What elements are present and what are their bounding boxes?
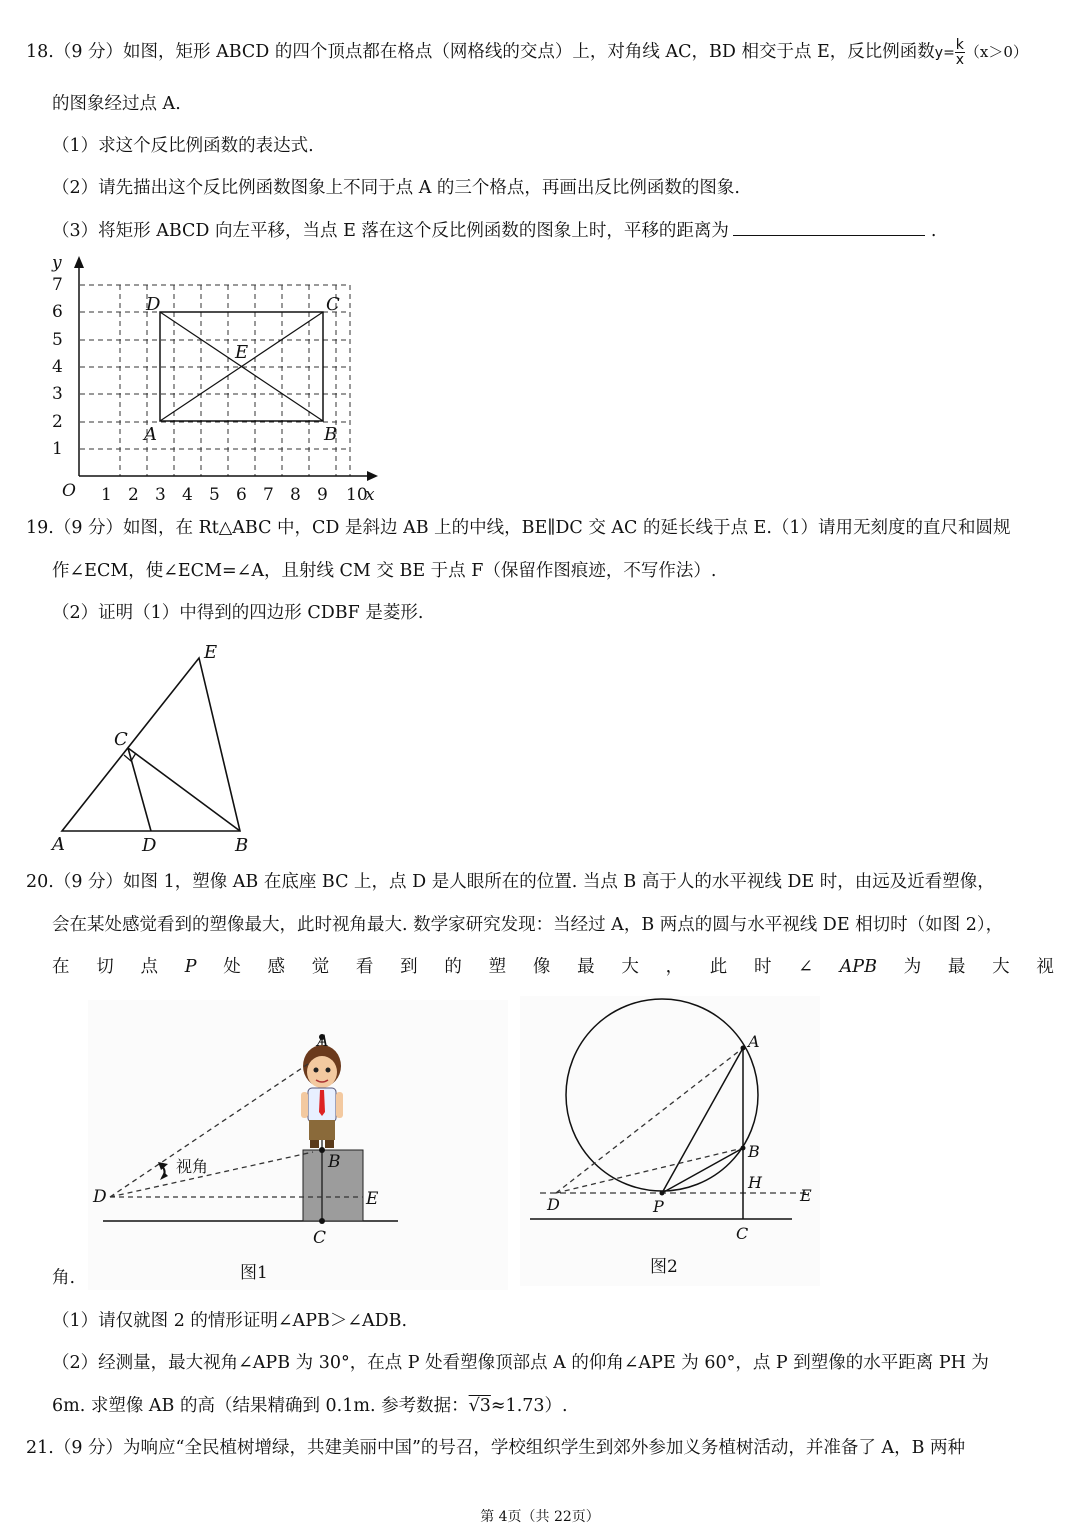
y-axis-arrow-icon xyxy=(74,256,84,268)
point-c-label: C xyxy=(313,1228,327,1248)
figure2-background xyxy=(520,996,820,1286)
x-tick: 4 xyxy=(182,485,193,505)
y-tick: 4 xyxy=(52,357,63,377)
point-b-dot xyxy=(319,1147,325,1153)
word: 看 xyxy=(355,957,374,977)
q20-part2-tail: ≈1.73）. xyxy=(490,1396,568,1416)
q18-part3-end: . xyxy=(930,221,937,241)
y-tick: 5 xyxy=(52,330,63,350)
triangle-abe xyxy=(62,658,240,831)
q20-line2: 会在某处感觉看到的塑像最大，此时视角最大. 数学家研究发现：当经过 A，B 两点的圆与水平视线 DE 相切时（如图 2）， xyxy=(52,915,1004,935)
func-denominator: x xyxy=(955,52,964,68)
word: ∠ xyxy=(798,957,813,977)
point-e-label: E xyxy=(204,642,218,663)
word: 此 xyxy=(709,957,728,977)
point-c-dot xyxy=(319,1218,325,1224)
x-tick: 1 xyxy=(101,485,112,505)
q20-part1: （1）请仅就图 2 的情形证明∠APB＞∠ADB. xyxy=(52,1311,408,1331)
point-a-label: A xyxy=(144,424,157,445)
word: 时 xyxy=(754,957,772,977)
x-tick: 9 xyxy=(317,485,328,505)
word: 大 xyxy=(621,957,639,977)
q20-line3 xyxy=(52,955,1054,979)
q20-part2-cont xyxy=(52,1394,568,1418)
word: 最 xyxy=(577,957,595,977)
point-b-label: B xyxy=(324,424,338,445)
point-c-label: C xyxy=(326,294,340,315)
point-d-label: D xyxy=(547,1195,560,1214)
q20-figure1 xyxy=(88,1000,508,1290)
figure2-caption: 图2 xyxy=(650,1257,678,1277)
point-b-dot xyxy=(741,1146,746,1151)
x-tick: 10 xyxy=(346,485,368,505)
grid-lines xyxy=(80,285,350,476)
word: 塑 xyxy=(488,957,507,977)
q20-part2: （2）经测量，最大视角∠APB 为 30°，在点 P 处看塑像顶部点 A 的仰角∠APE 为 60°，点 P 到塑像的水平距离 PH 为 xyxy=(52,1353,989,1373)
y-tick: 3 xyxy=(52,384,63,404)
point-p-dot xyxy=(660,1191,665,1196)
x-tick: 8 xyxy=(290,485,301,505)
point-b-label: B xyxy=(328,1152,341,1172)
point-a-label: A xyxy=(748,1032,760,1051)
point-p-label: P xyxy=(653,1197,664,1216)
point-a-label: A xyxy=(52,834,65,855)
sqrt3-symbol: √3 xyxy=(468,1396,491,1416)
answer-blank xyxy=(733,219,925,236)
point-a-label: A xyxy=(317,1031,329,1050)
point-d-label: D xyxy=(142,835,157,856)
page-footer: 第 4页（共 22页） xyxy=(480,1509,600,1525)
q18-part1: （1）求这个反比例函数的表达式. xyxy=(52,136,314,156)
word: P xyxy=(184,957,197,977)
point-b-label: B xyxy=(235,835,249,856)
point-d-label: D xyxy=(146,294,161,315)
word: 的 xyxy=(444,957,462,977)
point-e-label: E xyxy=(235,342,249,363)
point-a-dot xyxy=(741,1046,746,1051)
q19-line2: 作∠ECM，使∠ECM=∠A，且射线 CM 交 BE 于点 F（保留作图痕迹，不写作法）. xyxy=(52,561,717,581)
word: 为 xyxy=(903,957,922,977)
y-tick: 1 xyxy=(52,439,63,459)
q18-part3 xyxy=(52,219,936,243)
q18-line2: 的图象经过点 A. xyxy=(52,94,181,114)
point-e-label: E xyxy=(800,1186,812,1205)
func-condition: （x＞0） xyxy=(964,43,1028,61)
point-d-label: D xyxy=(93,1187,107,1207)
x-axis-arrow-icon xyxy=(367,471,378,481)
word: 最 xyxy=(947,957,966,977)
q19-line1: 19.（9 分）如图，在 Rt△ABC 中，CD 是斜边 AB 上的中线，BE∥DC 交 AC 的延长线于点 E.（1）请用无刻度的直尺和圆规 xyxy=(26,518,1011,538)
q18-part3-text: （3）将矩形 ABCD 向左平移，当点 E 落在这个反比例函数的图象上时，平移的距离为 xyxy=(52,221,729,241)
x-tick: 6 xyxy=(236,485,247,505)
x-tick: 7 xyxy=(263,485,274,505)
word: 视 xyxy=(1036,957,1054,977)
figure1-background xyxy=(88,1000,508,1290)
point-h-label: H xyxy=(748,1173,762,1192)
q20-part2-text: 6m. 求塑像 AB 的高（结果精确到 0.1m. 参考数据： xyxy=(52,1396,469,1416)
view-angle-label: 视角 xyxy=(176,1157,209,1176)
word: 点 xyxy=(140,957,158,977)
word: 切 xyxy=(96,957,114,977)
point-c-label: C xyxy=(736,1224,749,1243)
word: 到 xyxy=(400,957,418,977)
word: 在 xyxy=(52,957,70,977)
func-fraction xyxy=(955,38,965,67)
q19-part2: （2）证明（1）中得到的四边形 CDBF 是菱形. xyxy=(52,603,424,623)
x-tick: 5 xyxy=(209,485,220,505)
word: 像 xyxy=(532,957,551,977)
word: 觉 xyxy=(311,957,330,977)
y-tick: 6 xyxy=(52,302,63,322)
point-c-label: C xyxy=(114,729,128,750)
point-b-label: B xyxy=(748,1142,760,1161)
q20-figure2 xyxy=(520,996,820,1286)
point-e-label: E xyxy=(366,1189,379,1209)
func-lhs: y= xyxy=(934,45,955,61)
func-numerator: k xyxy=(955,37,964,53)
q18-part2: （2）请先描出这个反比例函数图象上不同于点 A 的三个格点，再画出反比例函数的图象. xyxy=(52,178,740,198)
word: 感 xyxy=(267,957,285,977)
q20-line1: 20.（9 分）如图 1，塑像 AB 在底座 BC 上，点 D 是人眼所在的位置. 当点 B 高于人的水平视线 DE 时，由远及近看塑像， xyxy=(26,872,995,892)
word: APB xyxy=(839,957,877,977)
origin-label: O xyxy=(62,481,76,501)
x-tick: 3 xyxy=(155,485,166,505)
y-tick: 7 xyxy=(52,275,63,295)
word: 大 xyxy=(992,957,1010,977)
x-axis-label: x xyxy=(365,485,375,505)
q20-line4: 角. xyxy=(52,1268,76,1288)
q18-line1-text: 18.（9 分）如图，矩形 ABCD 的四个顶点都在格点（网格线的交点）上，对角线 AC，BD 相交于点 E，反比例函数 xyxy=(26,42,935,62)
q18-line1 xyxy=(26,38,1028,67)
x-tick: 2 xyxy=(128,485,139,505)
q18-coordinate-grid xyxy=(40,250,390,506)
y-axis-label: y xyxy=(52,253,62,273)
q19-triangle-figure xyxy=(40,636,280,858)
figure1-caption: 图1 xyxy=(240,1263,268,1283)
y-tick: 2 xyxy=(52,412,63,432)
word: 处 xyxy=(223,957,241,977)
q21-line1: 21.（9 分）为响应“全民植树增绿，共建美丽中国”的号召，学校组织学生到郊外参加义务植树活动，并准备了 A，B 两种 xyxy=(26,1438,966,1458)
word: ， xyxy=(665,957,684,977)
